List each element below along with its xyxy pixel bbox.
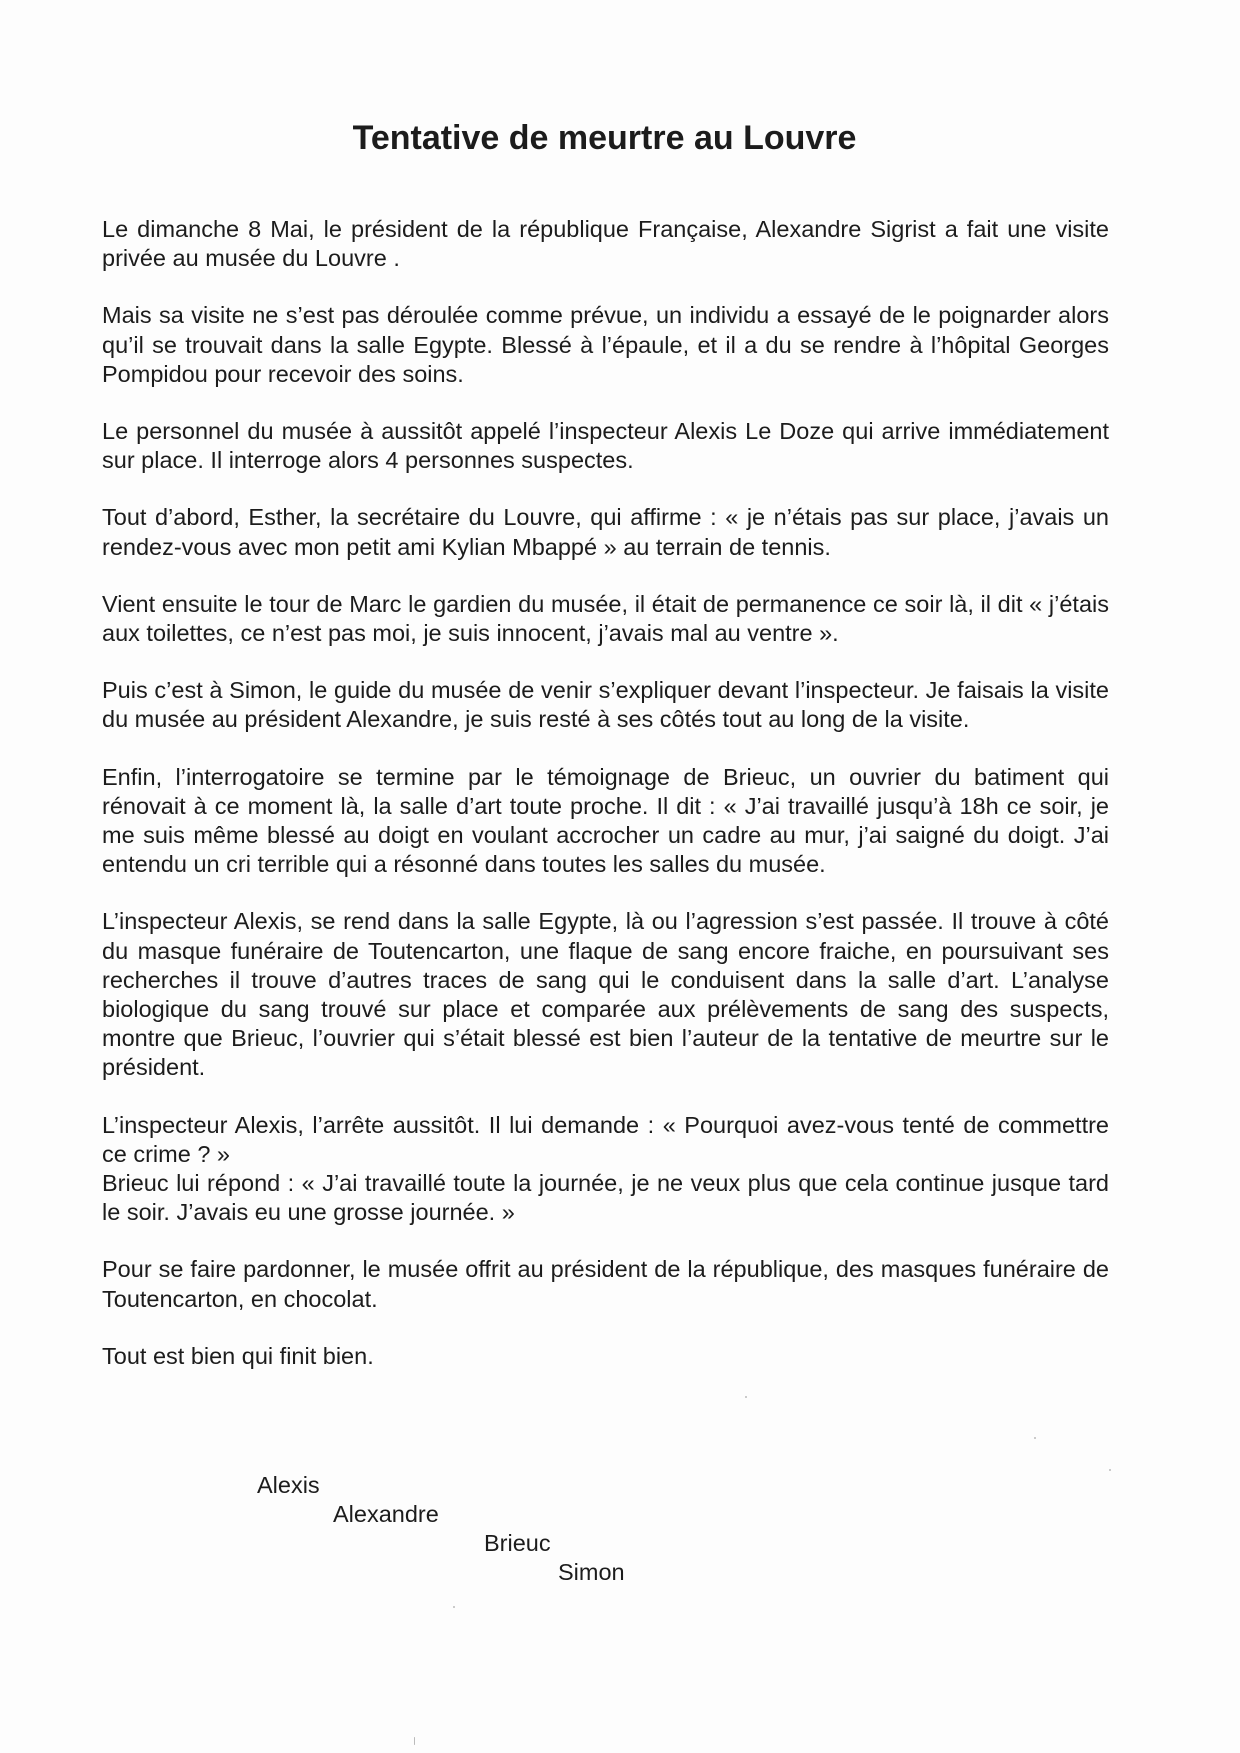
paragraph-chocolate: Pour se faire pardonner, le musée offrit au président de la république, des masques funéraire de Toutencarton, en chocolat. [102,1256,1109,1312]
paragraph-investigation: L’inspecteur Alexis, se rend dans la salle Egypte, là ou l’agression s’est passée. Il trouve à côté du masque funéraire de Toutencarton, une flaque de sang encore fraiche, en poursuivant ses recherches il trouve d’autres traces de sang qui le conduisent dans la salle d’art. L’analyse biologique du sang trouvé sur place et comparée aux prélèvements de sang des suspects, montre que Brieuc, l’ouvrier qui s’était blessé est bien l’auteur de la tentative de meurtre sur le président. [102,908,1109,1081]
paragraph-answer: Brieuc lui répond : « J’ai travaillé toute la journée, je ne veux plus que cela continue jusque tard le soir. J’avais eu une grosse journée. » [102,1170,1109,1226]
scan-speck [1109,1469,1111,1471]
scan-speck [745,1396,747,1398]
signature-simon: Simon [558,1559,625,1585]
signature-alexis: Alexis [257,1472,320,1498]
signature-brieuc: Brieuc [484,1530,551,1556]
paragraph-esther: Tout d’abord, Esther, la secrétaire du Louvre, qui affirme : « je n’étais pas sur place, j’avais un rendez-vous avec mon petit ami Kylian Mbappé » au terrain de tennis. [102,504,1109,560]
paragraph-attack: Mais sa visite ne s’est pas déroulée comme prévue, un individu a essayé de le poignarder alors qu’il se trouvait dans la salle Egypte. Blessé à l’épaule, et il a du se rendre à l’hôpital Georges Pompidou pour recevoir des soins. [102,302,1109,387]
paragraph-ending: Tout est bien qui finit bien. [102,1342,374,1369]
scan-speck [414,1737,415,1745]
paragraph-arrest: L’inspecteur Alexis, l’arrête aussitôt. Il lui demande : « Pourquoi avez-vous tenté de commettre ce crime ? » [102,1111,1109,1167]
paragraph-marc: Vient ensuite le tour de Marc le gardien du musée, il était de permanence ce soir là, il dit « j’étais aux toilettes, ce n’est pas moi, je suis innocent, j’avais mal au ventre ». [102,590,1109,647]
scan-speck [453,1606,455,1608]
paragraph-brieuc: Enfin, l’interrogatoire se termine par le témoignage de Brieuc, un ouvrier du batiment qui rénovait à ce moment là, la salle d’art toute proche. Il dit : « J’ai travaillé jusqu’à 18h ce soir, je me suis même blessé au doigt en voulant accrocher un cadre au mur, j’ai saigné du doigt. J’ai entendu un cri terrible qui a résonné dans toutes les salles du musée. [102,763,1109,878]
document-title: Tentative de meurtre au Louvre [352,119,857,157]
paragraph-simon: Puis c’est à Simon, le guide du musée de venir s’expliquer devant l’inspecteur. Je faisais la visite du musée au président Alexandre, je suis resté à ses côtés tout au long de la visite. [102,677,1109,733]
signature-alexandre: Alexandre [333,1501,439,1527]
paragraph-visit: Le dimanche 8 Mai, le président de la république Française, Alexandre Sigrist a fait une visite privée au musée du Louvre . [102,216,1109,272]
scan-speck [1034,1437,1036,1439]
paragraph-inspector: Le personnel du musée à aussitôt appelé l’inspecteur Alexis Le Doze qui arrive immédiatement sur place. Il interroge alors 4 personnes suspectes. [102,418,1109,474]
